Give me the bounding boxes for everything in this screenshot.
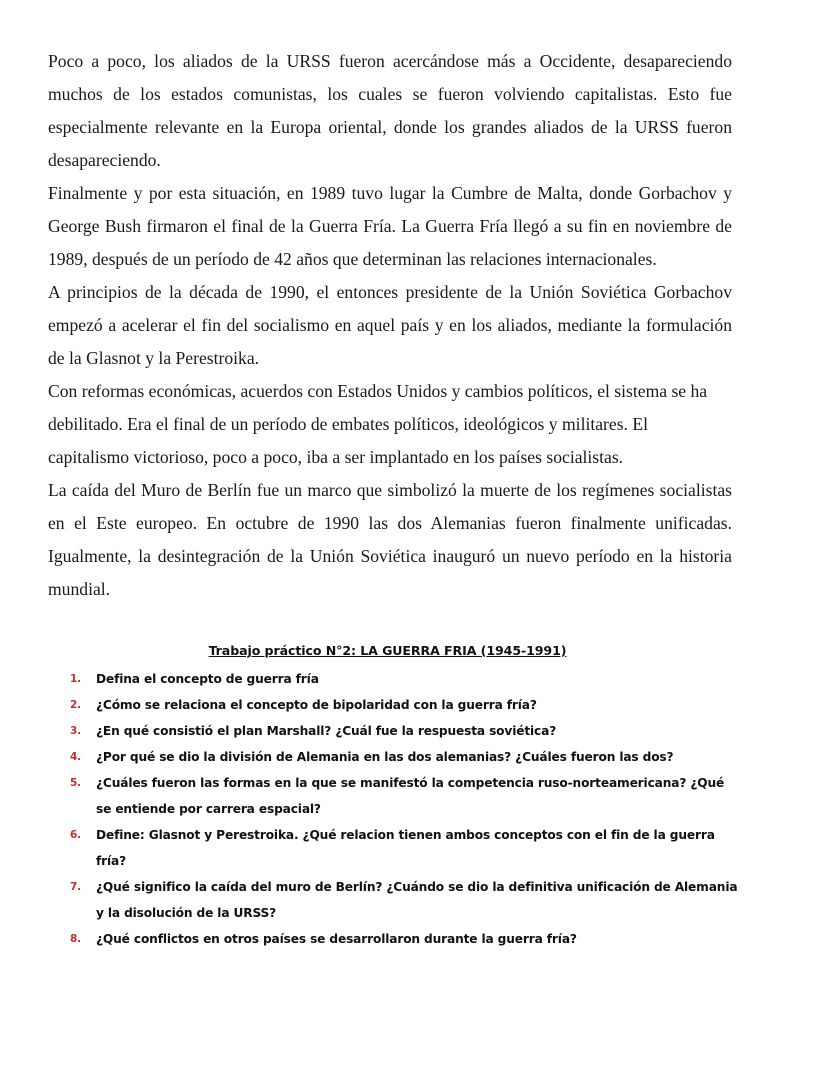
- question-text: ¿Por qué se dio la división de Alemania en las dos alemanias? ¿Cuáles fueron las dos?: [96, 750, 674, 764]
- list-item: [70, 718, 738, 744]
- list-item: [70, 874, 738, 926]
- paragraph-reforms: Con reformas económicas, acuerdos con Estados Unidos y cambios políticos, el sistema se ha debilitado. Era el final de un período de embates políticos, ideológicos y militares. El capitalismo victorioso, poco a poco, iba a ser implantado en los países socialistas.: [48, 381, 708, 467]
- question-text: Define: Glasnot y Perestroika. ¿Qué relacion tienen ambos conceptos con el fin de la guerra fría?: [96, 828, 715, 868]
- question-text: ¿Cuáles fueron las formas en la que se manifestó la competencia ruso-norteamericana? ¿Qué se entiende por carrera espacial?: [96, 776, 725, 816]
- list-item: [70, 744, 738, 770]
- question-text: ¿Cómo se relaciona el concepto de bipolaridad con la guerra fría?: [96, 698, 537, 712]
- question-number: 4.: [70, 751, 81, 763]
- list-item: [70, 770, 738, 822]
- question-number: 2.: [70, 699, 81, 711]
- question-text: ¿Qué significo la caída del muro de Berlín? ¿Cuándo se dio la definitiva unificación de Alemania y la disolución de la URSS?: [96, 880, 738, 920]
- list-item: [70, 692, 738, 718]
- list-item: [70, 822, 738, 874]
- question-number: 3.: [70, 725, 81, 737]
- question-number: 7.: [70, 881, 81, 893]
- question-number: 5.: [70, 777, 81, 789]
- paragraph-malta-summit: Finalmente y por esta situación, en 1989 tuvo lugar la Cumbre de Malta, donde Gorbachov y George Bush firmaron el final de la Guerra Fría. La Guerra Fría llegó a su fin en noviembre de 1989, después de un período de 42 años que determinan las relaciones internacionales.: [48, 183, 732, 269]
- list-item: [70, 666, 738, 692]
- paragraph-eastern-europe: Poco a poco, los aliados de la URSS fueron acercándose más a Occidente, desapareciendo muchos de los estados comunistas, los cuales se fueron volviendo capitalistas. Esto fue especialmente relevante en la Europa oriental, donde los grandes aliados de la URSS fueron desapareciendo.: [48, 51, 732, 170]
- practical-work-title: Trabajo práctico N°2: LA GUERRA FRIA (1945-1991): [208, 643, 567, 658]
- body-text: [48, 45, 732, 606]
- questions-list: [70, 666, 738, 952]
- question-text: ¿Qué conflictos en otros países se desarrollaron durante la guerra fría?: [96, 932, 577, 946]
- question-text: Defina el concepto de guerra fría: [96, 672, 319, 686]
- paragraph-gorbachov: A principios de la década de 1990, el entonces presidente de la Unión Soviética Gorbachov empezó a acelerar el fin del socialismo en aquel país y en los aliados, mediante la formulación de la Glasnot y la Perestroika.: [48, 282, 732, 368]
- list-item: [70, 926, 738, 952]
- paragraph-berlin-wall: La caída del Muro de Berlín fue un marco que simbolizó la muerte de los regímenes socialistas en el Este europeo. En octubre de 1990 las dos Alemanias fueron finalmente unificadas. Igualmente, la desintegración de la Unión Soviética inauguró un nuevo período en la historia mundial.: [48, 480, 732, 599]
- question-number: 8.: [70, 933, 81, 945]
- question-number: 6.: [70, 829, 81, 841]
- question-number: 1.: [70, 673, 81, 685]
- question-text: ¿En qué consistió el plan Marshall? ¿Cuál fue la respuesta soviética?: [96, 724, 557, 738]
